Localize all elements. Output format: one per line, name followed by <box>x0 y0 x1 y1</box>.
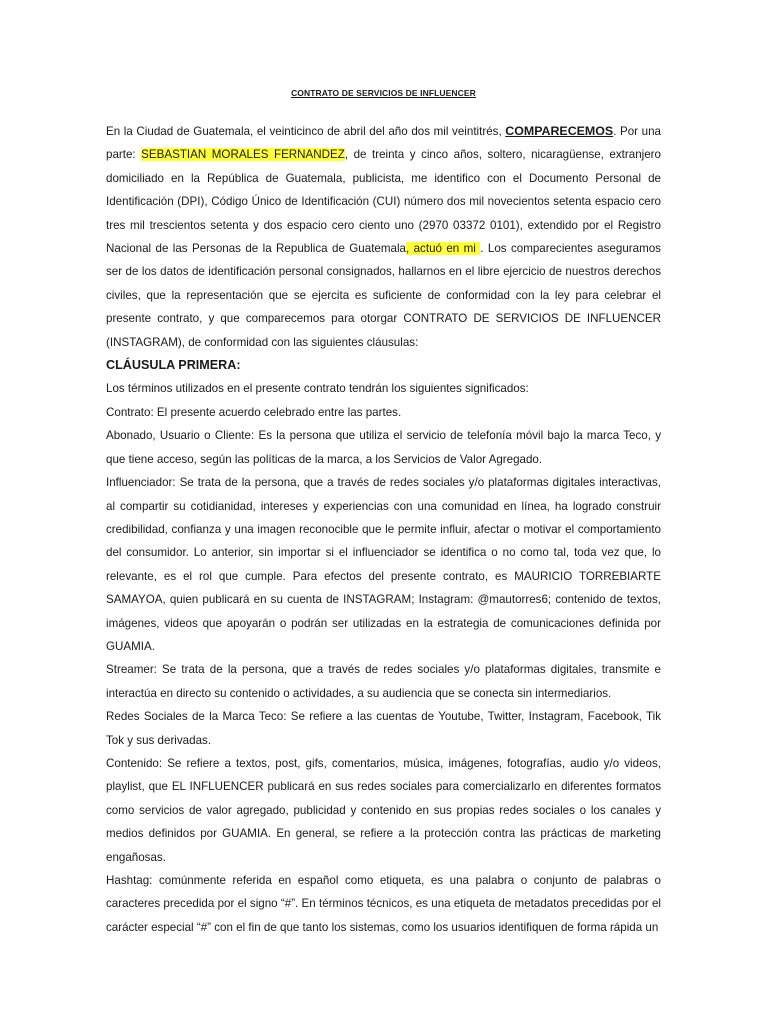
intro-text-3: , de treinta y cinco años, soltero, nicaragüense, extranjero domiciliado en la República de Guatemala, publicista, me identifico con el Documento Personal de Identificación (DPI), Código Único de Identificación (CUI) número dos mil novecientos setenta espacio cero tres mil trescientos setenta y dos espacio cero ciento uno (2970 03372 0101), extendido por el Registro Nacional de las Personas de la Republica de Guatemala <box>106 148 661 256</box>
intro-text-1: En la Ciudad de Guatemala, el veinticinco de abril del año dos mil veintitrés, <box>106 125 506 138</box>
paragraph-contenido: Contenido: Se refiere a textos, post, gifs, comentarios, música, imágenes, fotografías, audio y/o videos, playlist, que EL INFLUENCER publicará en sus redes sociales para comercializarlo en diferentes formatos como servicios de valor agregado, publicidad y contenido en sus propias redes sociales o los canales y medios definidos por GUAMIA. En general, se refiere a la protección contra las prácticas de marketing engañosas. <box>106 756 661 864</box>
paragraph-contrato: Contrato: El presente acuerdo celebrado entre las partes. <box>106 405 402 419</box>
intro-paragraph <box>106 120 661 354</box>
paragraph-influenciador: Influenciador: Se trata de la persona, que a través de redes sociales y/o plataformas digitales interactivas, al compartir su cotidianidad, intereses y experiencias con una comunidad en línea, ha logrado construir credibilidad, confianza y una imagen reconocible que le permite influir, afectar o motivar el comportamiento del consumidor. Lo anterior, sin importar si el influenciador se identifica o no como tal, toda vez que, lo relevante, es el rol que cumple. Para efectos del presente contrato, es MAURICIO TORREBIARTE SAMAYOA, quien publicará en su cuenta de INSTAGRAM; Instagram: @mautorres6; contenido de textos, imágenes, videos que apoyarán o podrán ser utilizadas en la estrategia de comunicaciones definida por GUAMIA. <box>106 476 661 653</box>
paragraph-hashtag: Hashtag: comúnmente referida en español como etiqueta, es una palabra o conjunto de palabras o caracteres precedida por el signo “#”. En términos técnicos, es una etiqueta de metadatos precedidas por el carácter especial “#” con el fin de que tanto los sistemas, como los usuarios identifiquen de forma rápida un <box>106 874 661 934</box>
intro-text-4: . Los comparecientes aseguramos ser de los datos de identificación personal consignados, hallarnos en el libre ejercicio de nuestros derechos civiles, que la representación que se ejercita es suficiente de conformidad con la ley para celebrar el presente contrato, y que comparecemos para otorgar CONTRATO DE SERVICIOS DE INFLUENCER (INSTAGRAM), de conformidad con las siguientes cláusulas: <box>106 242 661 349</box>
document-title: CONTRATO DE SERVICIOS DE INFLUENCER <box>291 88 476 98</box>
paragraph-streamer: Streamer: Se trata de la persona, que a través de redes sociales y/o plataformas digitales, transmite e interactúa en directo su contenido o actividades, a su audiencia que se conecta sin intermediarios. <box>106 663 661 700</box>
intro-text-2: . Por una parte: <box>106 125 661 162</box>
highlighted-acting: , actuó en mi <box>406 242 481 256</box>
paragraph-abonado: Abonado, Usuario o Cliente: Es la persona que utiliza el servicio de telefonía móvil bajo la marca Teco, y que tiene acceso, según las políticas de la marca, a los Servicios de Valor Agregado. <box>106 429 661 466</box>
comparecemos-label: COMPARECEMOS <box>505 124 614 138</box>
paragraph-terms: Los términos utilizados en el presente contrato tendrán los siguientes significados: <box>106 382 529 396</box>
document-page <box>106 88 661 939</box>
clause-heading: CLÁUSULA PRIMERA: <box>106 358 241 373</box>
highlighted-name: SEBASTIAN MORALES FERNANDEZ <box>141 148 345 162</box>
paragraph-redes-sociales: Redes Sociales de la Marca Teco: Se refiere a las cuentas de Youtube, Twitter, Instagram, Facebook, Tik Tok y sus derivadas. <box>106 710 661 747</box>
